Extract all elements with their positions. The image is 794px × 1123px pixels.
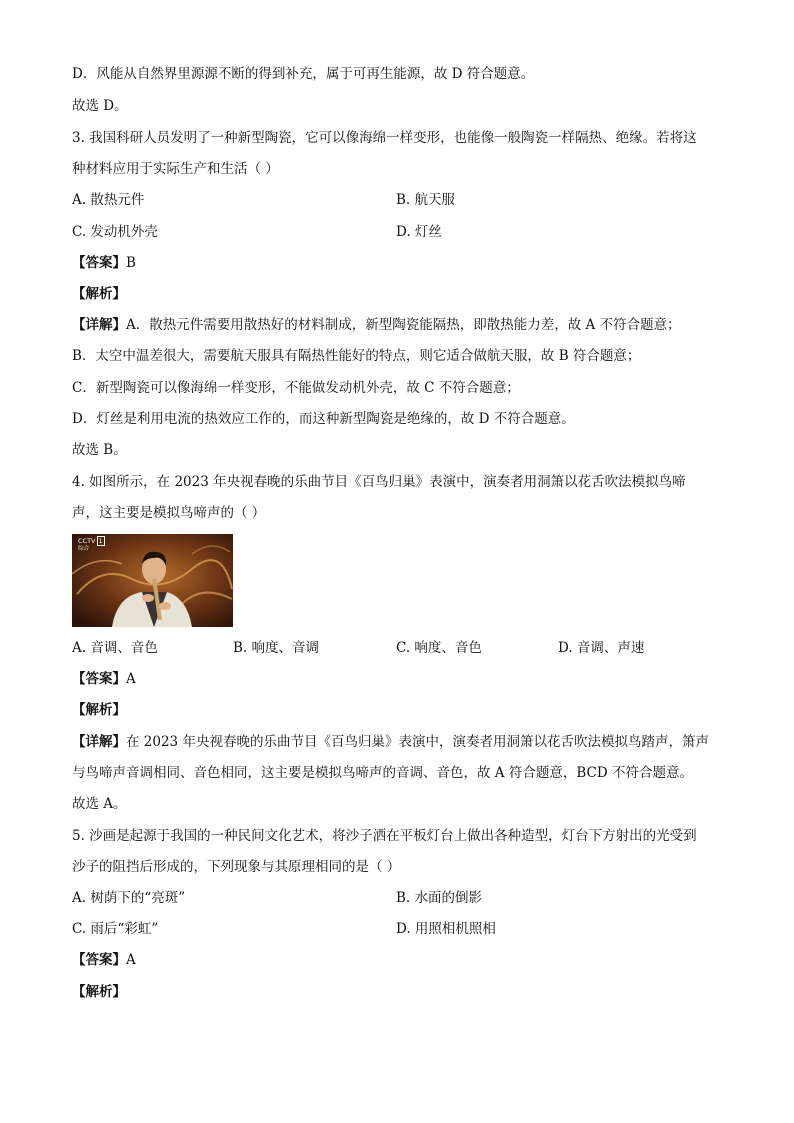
detail-label: 【详解】: [72, 734, 126, 750]
answer-value: B: [126, 255, 136, 271]
option-a: A. 音调、音色: [72, 640, 158, 656]
answer-label: 【答案】: [72, 671, 126, 687]
text-line: C．新型陶瓷可以像海绵一样变形，不能做发动机外壳，故 C 不符合题意；: [72, 380, 520, 396]
performer-photo: [72, 534, 233, 627]
question-4-stem: 声，这主要是模拟鸟啼声的（ ）: [72, 505, 266, 521]
option-d: D. 音调、声速: [558, 640, 645, 656]
option-c: C. 雨后“彩虹”: [72, 921, 159, 937]
answer-value: A: [126, 952, 136, 968]
option-c: C. 响度、音色: [396, 640, 482, 656]
channel-logo: CCTV 1 综合: [78, 537, 103, 552]
detail-text: 在 2023 年央视春晚的乐曲节目《百鸟归巢》表演中，演奏者用洞箫以花舌吹法模拟鸟踏声，箫声: [126, 734, 709, 750]
text-line: D．灯丝是利用电流的热效应工作的，而这种新型陶瓷是绝缘的，故 D 不符合题意。: [72, 411, 575, 427]
question-5-stem: 5. 沙画是起源于我国的一种民间文化艺术，将沙子洒在平板灯台上做出各种造型，灯台下方射出的光受到: [72, 828, 697, 844]
answer-line: [72, 253, 136, 273]
detail-label: 【详解】: [72, 317, 126, 333]
option-b: B. 水面的倒影: [396, 890, 483, 906]
detail-text: A．散热元件需要用散热好的材料制成，新型陶瓷能隔热，即散热能力差，故 A 不符合题意；: [126, 317, 681, 333]
option-c: C. 发动机外壳: [72, 224, 158, 240]
question-3-stem: 3. 我国科研人员发明了一种新型陶瓷，它可以像海绵一样变形，也能像一般陶瓷一样隔热、绝缘。若将这: [72, 130, 697, 146]
answer-line: [72, 950, 136, 970]
detail-line: [72, 315, 681, 335]
analysis-label: 【解析】: [72, 984, 126, 1000]
option-d: D. 灯丝: [396, 224, 442, 240]
text-line: D．风能从自然界里源源不断的得到补充，属于可再生能源，故 D 符合题意。: [72, 66, 535, 82]
text-line: 故选 A。: [72, 796, 127, 812]
answer-label: 【答案】: [72, 255, 126, 271]
answer-value: A: [126, 671, 136, 687]
option-b: B. 航天服: [396, 192, 456, 208]
option-a: A. 树荫下的“亮斑”: [72, 890, 186, 906]
option-b: B. 响度、音调: [233, 640, 320, 656]
text-line: 故选 B。: [72, 442, 127, 458]
text-line: B．太空中温差很大，需要航天服具有隔热性能好的特点，则它适合做航天服，故 B 符合题意；: [72, 348, 641, 364]
text-line: 与鸟啼声音调相同、音色相同，这主要是模拟鸟啼声的音调、音色，故 A 符合题意，BCD 不符合题意。: [72, 765, 693, 781]
question-5-stem: 沙子的阻挡后形成的，下列现象与其原理相同的是（ ）: [72, 859, 401, 875]
answer-line: [72, 669, 136, 689]
answer-label: 【答案】: [72, 952, 126, 968]
text-line: 故选 D。: [72, 98, 128, 114]
option-d: D. 用照相机照相: [396, 921, 496, 937]
option-a: A. 散热元件: [72, 192, 145, 208]
detail-line: [72, 732, 709, 752]
question-4-stem: 4. 如图所示，在 2023 年央视春晚的乐曲节目《百鸟归巢》表演中，演奏者用洞箫以花舌吹法模拟鸟啼: [72, 474, 686, 490]
question-3-stem: 种材料应用于实际生产和生活（ ）: [72, 161, 279, 177]
analysis-label: 【解析】: [72, 702, 126, 718]
analysis-label: 【解析】: [72, 286, 126, 302]
